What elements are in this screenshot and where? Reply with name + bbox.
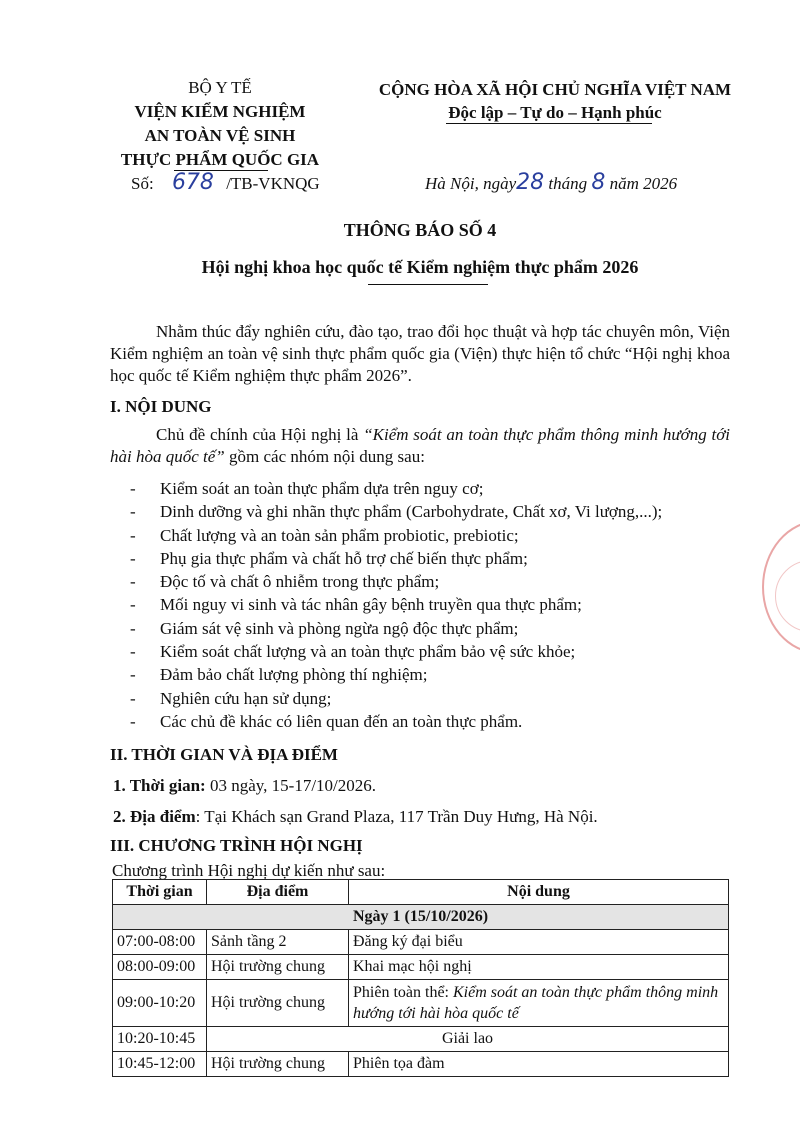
topic-text: Giám sát vệ sinh và phòng ngừa ngộ độc thực phẩm; [160, 618, 519, 638]
topic-item [130, 710, 662, 733]
row-place: Hội trường chung [207, 980, 349, 1027]
bullet-dash: - [130, 618, 136, 638]
notice-subtitle: Hội nghị khoa học quốc tế Kiểm nghiệm thực phẩm 2026 [201, 257, 639, 277]
topic-item [130, 547, 662, 570]
topic-text: Độc tố và chất ô nhiễm trong thực phẩm; [160, 572, 440, 592]
bullet-dash: - [130, 548, 136, 568]
row-content [349, 980, 729, 1027]
time-line [113, 776, 376, 796]
theme-lead: Chủ đề chính của Hội nghị là [156, 425, 364, 444]
topic-text: Mối nguy vi sinh và tác nhân gây bệnh truyền qua thực phẩm; [160, 595, 582, 615]
row-place: Sảnh tầng 2 [207, 930, 349, 955]
number-prefix: Số: [131, 174, 154, 193]
table-header-row [113, 880, 729, 905]
institute-name-line3: THỰC PHẨM QUỐC GIA [120, 150, 320, 169]
bullet-dash: - [130, 595, 136, 615]
handwritten-month: 8 [591, 170, 606, 195]
place-value: : Tại Khách sạn Grand Plaza, 117 Trần Duy Hưng, Hà Nội. [195, 807, 598, 826]
bullet-dash: - [130, 642, 136, 662]
handwritten-day: 28 [516, 170, 545, 195]
topic-text: Chất lượng và an toàn sản phẩm probiotic, prebiotic; [160, 525, 519, 545]
month-label: tháng [548, 174, 588, 193]
col-time-header: Thời gian [113, 880, 207, 905]
topic-text: Kiểm soát chất lượng và an toàn thực phẩm bảo vệ sức khỏe; [160, 642, 576, 662]
col-content-header: Nội dung [349, 880, 729, 905]
row-time: 07:00-08:00 [113, 930, 207, 955]
topic-text: Đảm bảo chất lượng phòng thí nghiệm; [160, 665, 428, 685]
row-place: Hội trường chung [207, 1052, 349, 1077]
program-intro: Chương trình Hội nghị dự kiến như sau: [112, 861, 386, 880]
table-row [113, 955, 729, 980]
row-time: 09:00-10:20 [113, 980, 207, 1027]
institute-name-line2: AN TOÀN VỆ SINH [144, 126, 296, 145]
row-time: 10:45-12:00 [113, 1052, 207, 1077]
row-content: Khai mạc hội nghị [349, 955, 729, 980]
motto: Độc lập – Tự do – Hạnh phúc [448, 103, 662, 122]
intro-paragraph: Nhằm thúc đẩy nghiên cứu, đào tạo, trao đổi học thuật và hợp tác chuyên môn, Viện Kiểm nghiệm an toàn vệ sinh thực phẩm quốc gia (Viện) thực hiện tổ chức “Hội nghị khoa học quốc tế Kiểm nghiệm thực phẩm 2026”. [110, 322, 730, 385]
table-row [113, 980, 729, 1027]
conference-theme: “Kiểm soát an toàn thực phẩm thông minh hướng tới hài hòa quốc tế” [110, 425, 730, 466]
topic-item [130, 617, 662, 640]
table-row [113, 930, 729, 955]
date-prefix: Hà Nội, ngày [425, 174, 517, 193]
topic-item [130, 687, 662, 710]
notice-title: THÔNG BÁO SỐ 4 [343, 220, 497, 240]
topic-item [130, 663, 662, 686]
document-date [425, 170, 677, 195]
handwritten-number: 678 [171, 170, 214, 195]
section2-heading: II. THỜI GIAN VÀ ĐỊA ĐIỂM [110, 745, 338, 764]
row-place: Hội trường chung [207, 955, 349, 980]
bullet-dash: - [130, 711, 136, 731]
day1-label: Ngày 1 (15/10/2026) [113, 905, 729, 930]
row-content-prefix: Phiên toàn thể: [353, 984, 453, 1001]
title-underline [368, 284, 488, 285]
bullet-dash: - [130, 525, 136, 545]
day1-row [113, 905, 729, 930]
topic-text: Nghiên cứu hạn sử dụng; [160, 688, 332, 708]
country-name: CỘNG HÒA XÃ HỘI CHỦ NGHĨA VIỆT NAM [378, 80, 732, 99]
topic-text: Dinh dưỡng và ghi nhãn thực phẩm (Carbohydrate, Chất xơ, Vi lượng,...); [160, 502, 663, 522]
year-label: năm 2026 [609, 174, 678, 193]
program-table [112, 879, 729, 1077]
place-label: 2. Địa điểm [113, 807, 196, 826]
row-content-italic: Kiểm soát an toàn thực phẩm thông minh hướng tới hài hòa quốc tế [353, 984, 719, 1022]
row-time: 10:20-10:45 [113, 1027, 207, 1052]
institute-name-line1: VIỆN KIỂM NGHIỆM [134, 102, 306, 121]
ministry-name: BỘ Y TẾ [188, 78, 252, 97]
row-break: Giải lao [207, 1027, 729, 1052]
section1-paragraph [110, 424, 730, 468]
topic-item [130, 500, 662, 523]
table-row [113, 1027, 729, 1052]
topic-item [130, 593, 662, 616]
row-time: 08:00-09:00 [113, 955, 207, 980]
bullet-dash: - [130, 502, 136, 522]
place-line [113, 807, 598, 827]
topic-text: Các chủ đề khác có liên quan đến an toàn thực phẩm. [160, 711, 523, 731]
row-content: Đăng ký đại biểu [349, 930, 729, 955]
bullet-dash: - [130, 479, 136, 498]
topic-item [130, 524, 662, 547]
section3-heading: III. CHƯƠNG TRÌNH HỘI NGHỊ [110, 836, 363, 855]
topic-item [130, 477, 662, 500]
topic-text: Kiểm soát an toàn thực phẩm dựa trên nguy cơ; [160, 479, 484, 498]
bullet-dash: - [130, 572, 136, 592]
section1-heading: I. NỘI DUNG [110, 397, 212, 416]
topic-list [130, 477, 662, 733]
bullet-dash: - [130, 665, 136, 685]
time-label: 1. Thời gian: [113, 776, 206, 795]
motto-underline [446, 123, 652, 124]
row-content: Phiên tọa đàm [349, 1052, 729, 1077]
table-row [113, 1052, 729, 1077]
theme-tail: gồm các nhóm nội dung sau: [224, 447, 425, 466]
national-header [360, 80, 750, 124]
agency-header [100, 76, 340, 172]
time-value: 03 ngày, 15-17/10/2026. [205, 776, 377, 795]
topic-item [130, 640, 662, 663]
document-number [131, 170, 320, 195]
number-suffix: /TB-VKNQG [226, 174, 320, 193]
topic-item [130, 570, 662, 593]
col-place-header: Địa điểm [207, 880, 349, 905]
topic-text: Phụ gia thực phẩm và chất hỗ trợ chế biến thực phẩm; [160, 548, 528, 568]
bullet-dash: - [130, 688, 136, 708]
